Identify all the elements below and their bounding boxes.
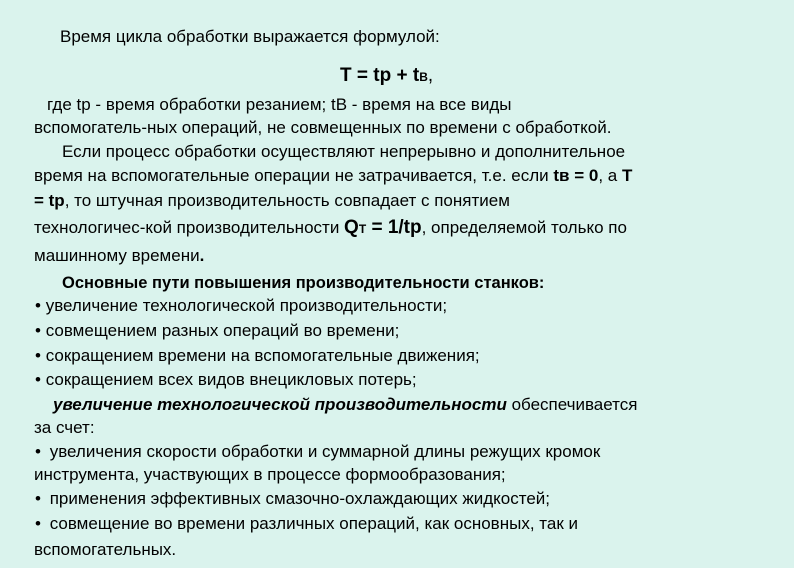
bullet-text: применения эффективных смазочно-охлаждающих жидкостей; <box>49 489 550 508</box>
p2-line5 <box>34 246 204 266</box>
bullet2-item-3-line2: вспомогательных. <box>34 540 177 559</box>
p2-line2-T: T <box>621 166 633 185</box>
p2-line5-dot: . <box>199 246 205 265</box>
bullet2-item-1-line2: инструмента, участвующих в процессе формообразования; <box>34 465 506 484</box>
formula-tail: , <box>427 65 434 86</box>
p2-line4-sub: Т <box>358 222 367 236</box>
p1-line2: вспомогатель-ных операций, не совмещенных по времени с обработкой. <box>34 118 612 137</box>
section-title: Основные пути повышения производительности станков: <box>62 274 545 292</box>
bullet2-item-3-line1 <box>35 514 578 534</box>
p2-line4 <box>34 218 627 239</box>
p2-line1: Если процесс обработки осуществляют непрерывно и дополнительное <box>62 142 626 161</box>
p2-line3-tr: = tр <box>34 191 65 210</box>
bullet-text: сокращением всех видов внецикловых потерь; <box>45 370 417 389</box>
bullet-text: сокращением времени на вспомогательные движения; <box>45 346 480 365</box>
p3-emphasis: увеличение технологической производительности <box>53 395 507 414</box>
p2-line4-formula: = 1/tр <box>366 217 422 238</box>
bullet2-item-2 <box>35 489 550 509</box>
p2-line2-text: время на вспомогательные операции не затрачивается, т.е. если <box>34 166 554 185</box>
bullet-text: увеличение технологической производительности; <box>45 296 448 315</box>
formula-main: T = tр + t <box>340 65 420 86</box>
p2-line4-Q: Q <box>344 217 359 238</box>
formula <box>340 66 433 87</box>
p2-line3-text: , то штучная производительность совпадает с понятием <box>64 191 510 210</box>
bullet2-item-1-line1 <box>35 442 600 462</box>
bullet-icon: • <box>35 346 41 365</box>
p1-line1: где tр - время обработки резанием; tВ - время на все виды <box>47 95 512 114</box>
bullet-item-2 <box>35 321 399 341</box>
p3-rest: обеспечивается <box>506 395 638 414</box>
bullet-icon: • <box>35 321 41 340</box>
bullet-item-4 <box>35 370 417 390</box>
bullet-text: увеличения скорости обработки и суммарной длины режущих кромок <box>49 442 601 461</box>
bullet-icon: • <box>35 442 41 461</box>
p2-line2-tv: tв = 0 <box>553 166 599 185</box>
bullet-icon: • <box>35 514 41 533</box>
bullet-icon: • <box>35 296 41 315</box>
bullet-item-1 <box>35 296 447 316</box>
bullet-icon: • <box>35 489 41 508</box>
formula-sub: В <box>419 70 428 84</box>
p2-line5-text: машинному времени <box>34 246 200 265</box>
bullet-text: совмещением разных операций во времени; <box>45 321 400 340</box>
intro-text: Время цикла обработки выражается формулой: <box>60 27 440 46</box>
bullet-icon: • <box>35 370 41 389</box>
p2-line2 <box>34 166 632 186</box>
bullet-item-3 <box>35 346 480 366</box>
bullet-text: совмещение во времени различных операций, как основных, так и <box>49 514 578 533</box>
p2-line4-text: технологичес-кой производительности <box>34 218 345 237</box>
p2-line4-tail: , определяемой только по <box>421 218 627 237</box>
p2-line2-and: , а <box>598 166 622 185</box>
p2-line3 <box>34 191 510 211</box>
p3-line2: за счет: <box>34 418 95 437</box>
p3-line1 <box>53 395 637 415</box>
